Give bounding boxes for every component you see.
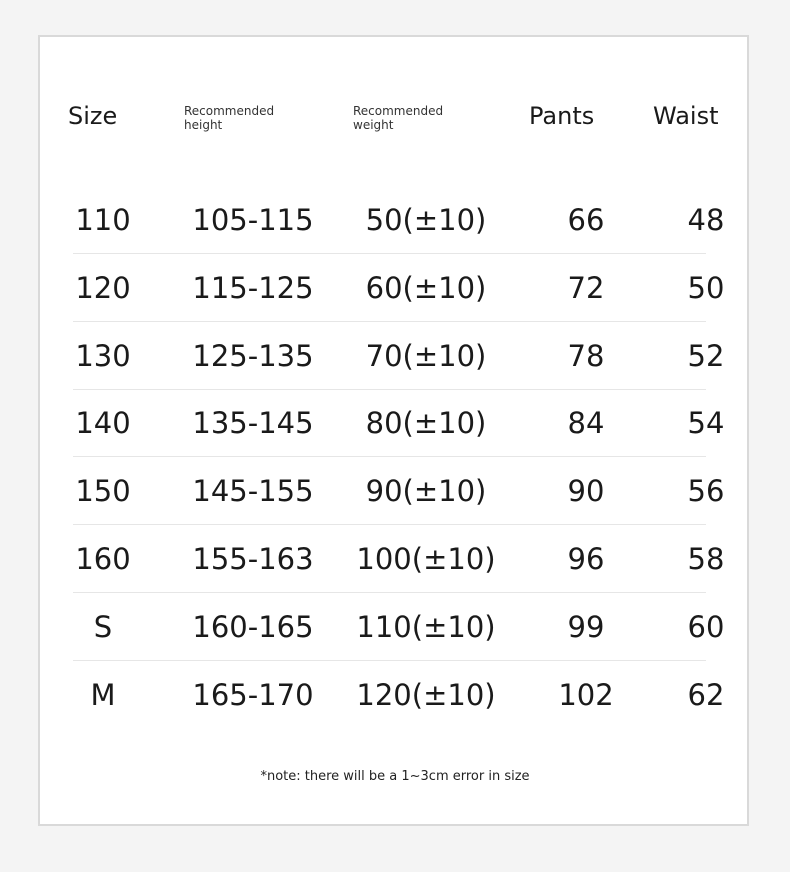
table-row bbox=[73, 255, 725, 322]
table-row bbox=[73, 458, 725, 525]
header-size: Size bbox=[68, 102, 118, 130]
table-row bbox=[73, 526, 725, 593]
table-row bbox=[73, 594, 725, 661]
cell-weight: 60(±10) bbox=[365, 271, 487, 305]
cell-size: S bbox=[93, 610, 113, 644]
cell-weight: 100(±10) bbox=[356, 542, 496, 576]
cell-size: 150 bbox=[75, 474, 131, 508]
header-recommended-weight bbox=[353, 104, 443, 132]
cell-size: 110 bbox=[75, 203, 131, 237]
cell-size: 140 bbox=[75, 406, 131, 440]
cell-pants: 72 bbox=[567, 271, 605, 305]
header-height-line1: Recommended bbox=[184, 104, 275, 118]
cell-pants: 96 bbox=[567, 542, 605, 576]
cell-pants: 66 bbox=[567, 203, 605, 237]
header-pants: Pants bbox=[529, 102, 595, 130]
cell-waist: 48 bbox=[687, 203, 725, 237]
cell-waist: 62 bbox=[687, 678, 725, 712]
cell-pants: 84 bbox=[567, 406, 605, 440]
cell-weight: 90(±10) bbox=[365, 474, 487, 508]
header-recommended-height bbox=[184, 104, 274, 132]
cell-waist: 58 bbox=[687, 542, 725, 576]
cell-height: 125-135 bbox=[192, 339, 314, 373]
cell-waist: 50 bbox=[687, 271, 725, 305]
table-row bbox=[73, 662, 725, 729]
cell-size: 120 bbox=[75, 271, 131, 305]
cell-height: 155-163 bbox=[192, 542, 314, 576]
header-weight-line1: Recommended bbox=[353, 104, 444, 118]
cell-weight: 110(±10) bbox=[356, 610, 496, 644]
cell-waist: 60 bbox=[687, 610, 725, 644]
size-chart-card bbox=[38, 35, 749, 826]
cell-size: M bbox=[90, 678, 116, 712]
header-weight-line2: weight bbox=[353, 118, 394, 132]
cell-height: 115-125 bbox=[192, 271, 314, 305]
cell-weight: 70(±10) bbox=[365, 339, 487, 373]
cell-pants: 99 bbox=[567, 610, 605, 644]
cell-size: 130 bbox=[75, 339, 131, 373]
cell-pants: 78 bbox=[567, 339, 605, 373]
cell-height: 135-145 bbox=[192, 406, 314, 440]
cell-pants: 102 bbox=[558, 678, 614, 712]
table-row bbox=[73, 390, 725, 457]
cell-weight: 80(±10) bbox=[365, 406, 487, 440]
cell-height: 145-155 bbox=[192, 474, 314, 508]
cell-height: 165-170 bbox=[192, 678, 314, 712]
cell-height: 160-165 bbox=[192, 610, 314, 644]
cell-height: 105-115 bbox=[192, 203, 314, 237]
cell-waist: 54 bbox=[687, 406, 725, 440]
cell-waist: 56 bbox=[687, 474, 725, 508]
cell-waist: 52 bbox=[687, 339, 725, 373]
cell-size: 160 bbox=[75, 542, 131, 576]
header-height-line2: height bbox=[184, 118, 223, 132]
table-row bbox=[73, 323, 725, 390]
table-row bbox=[73, 187, 725, 254]
cell-weight: 120(±10) bbox=[356, 678, 496, 712]
cell-weight: 50(±10) bbox=[365, 203, 487, 237]
header-waist: Waist bbox=[653, 102, 719, 130]
size-error-note: *note: there will be a 1~3cm error in size bbox=[255, 765, 535, 789]
cell-pants: 90 bbox=[567, 474, 605, 508]
